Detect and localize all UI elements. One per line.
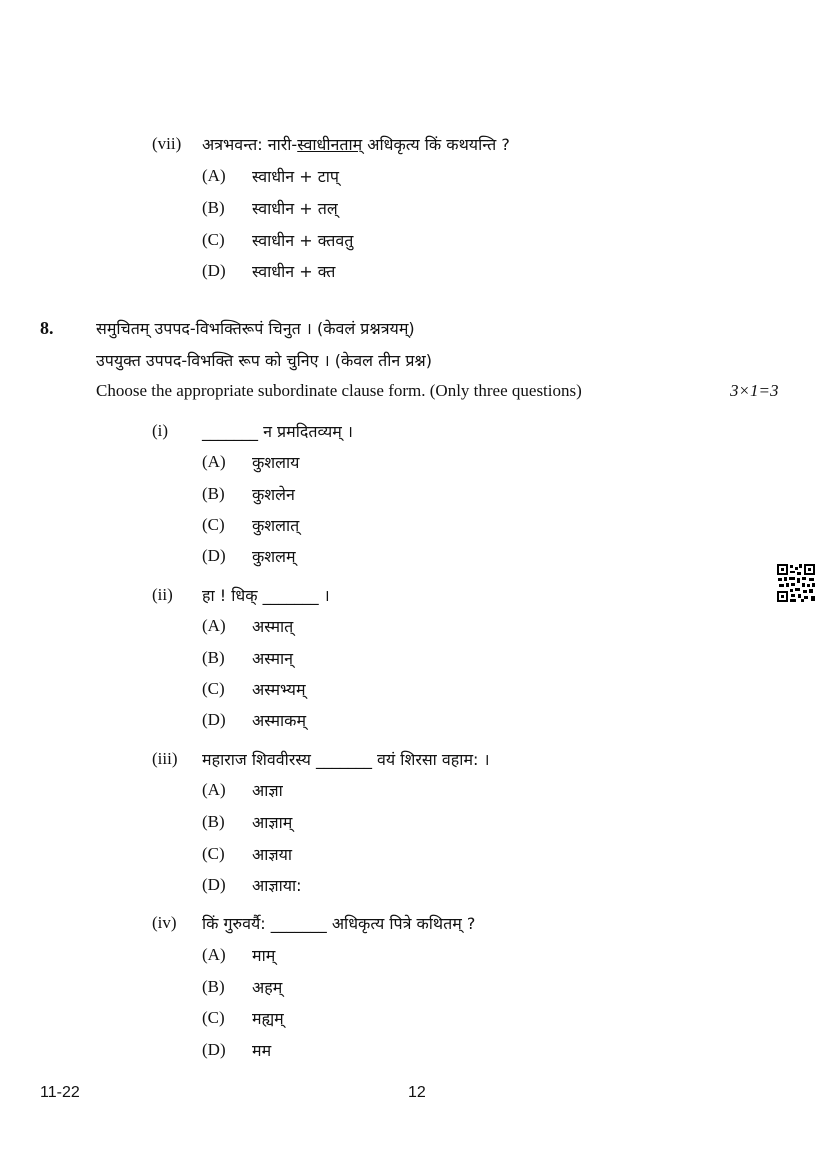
option-label: (D) — [202, 710, 226, 729]
option-label: (A) — [202, 166, 226, 185]
option-text: स्वाधीन + टाप् — [252, 167, 340, 186]
option-label: (D) — [202, 1040, 226, 1059]
option-text: आज्ञा — [252, 781, 283, 800]
option-text: स्वाधीन + तल् — [252, 199, 338, 218]
option-text: कुशलेन — [252, 485, 295, 504]
sub-question-label: (iii) — [152, 749, 178, 768]
option-text: अस्मभ्यम् — [252, 680, 306, 699]
option-text: मम — [252, 1041, 272, 1060]
sub-question-label: (iv) — [152, 913, 177, 932]
option-label: (B) — [202, 977, 225, 996]
question-number: 8. — [40, 318, 54, 338]
option-text: मह्यम् — [252, 1009, 284, 1028]
sub-question-label: (ii) — [152, 585, 173, 604]
option-label: (B) — [202, 484, 225, 503]
underlined-word: स्वाधीनताम् — [297, 135, 363, 154]
option-label: (A) — [202, 945, 226, 964]
question-text-part: अधिकृत्य किं कथयन्ति ? — [362, 135, 510, 154]
sub-question-text: _______ न प्रमदितव्यम् । — [202, 422, 353, 441]
option-text: कुशलाय — [252, 453, 300, 472]
paper-code: 11-22 — [40, 1084, 80, 1101]
option-text: अस्मान् — [252, 649, 294, 668]
option-text: स्वाधीन + क्त — [252, 262, 336, 281]
option-label: (B) — [202, 812, 225, 831]
option-label: (A) — [202, 452, 226, 471]
question-text-part: अत्रभवन्त: नारी- — [202, 135, 298, 154]
option-label: (B) — [202, 198, 225, 217]
question-instruction-hindi: उपयुक्त उपपद-विभक्ति रूप को चुनिए । (केवल तीन प्रश्न) — [96, 351, 432, 370]
sub-question-label: (vii) — [152, 134, 182, 153]
sub-question-text: किं गुरुवर्यै: _______ अधिकृत्य पित्रे कथितम् ? — [202, 914, 476, 933]
page-number: 12 — [408, 1084, 426, 1101]
option-label: (C) — [202, 230, 225, 249]
option-label: (C) — [202, 844, 225, 863]
option-label: (D) — [202, 546, 226, 565]
sub-question-label: (i) — [152, 421, 169, 440]
option-text: अस्माकम् — [252, 711, 307, 730]
option-label: (D) — [202, 261, 226, 280]
option-label: (B) — [202, 648, 225, 667]
option-label: (C) — [202, 679, 225, 698]
question-instruction-english: Choose the appropriate subordinate clause form. (Only three questions) — [96, 381, 582, 400]
option-text: अस्मात् — [252, 617, 294, 636]
option-text: माम् — [252, 946, 276, 965]
option-label: (D) — [202, 875, 226, 894]
qr-code-icon — [776, 563, 816, 603]
option-text: कुशलात् — [252, 516, 300, 535]
option-label: (C) — [202, 515, 225, 534]
option-text: अहम् — [252, 978, 283, 997]
option-text: कुशलम् — [252, 547, 296, 566]
option-text: आज्ञाया: — [252, 876, 302, 895]
question-instruction-sanskrit: समुचितम् उपपद-विभक्तिरूपं चिनुत । (केवलं प्रश्नत्रयम्) — [96, 319, 415, 338]
sub-question-text: महाराज शिववीरस्य _______ वयं शिरसा वहाम: । — [202, 750, 490, 769]
sub-question-text: हा ! धिक् _______ । — [202, 586, 330, 605]
marks-allocation: 3×1=3 — [730, 381, 779, 400]
option-label: (C) — [202, 1008, 225, 1027]
option-label: (A) — [202, 616, 226, 635]
sub-question-text — [202, 133, 510, 155]
option-label: (A) — [202, 780, 226, 799]
option-text: आज्ञया — [252, 845, 293, 864]
option-text: स्वाधीन + क्तवतु — [252, 231, 354, 250]
option-text: आज्ञाम् — [252, 813, 293, 832]
